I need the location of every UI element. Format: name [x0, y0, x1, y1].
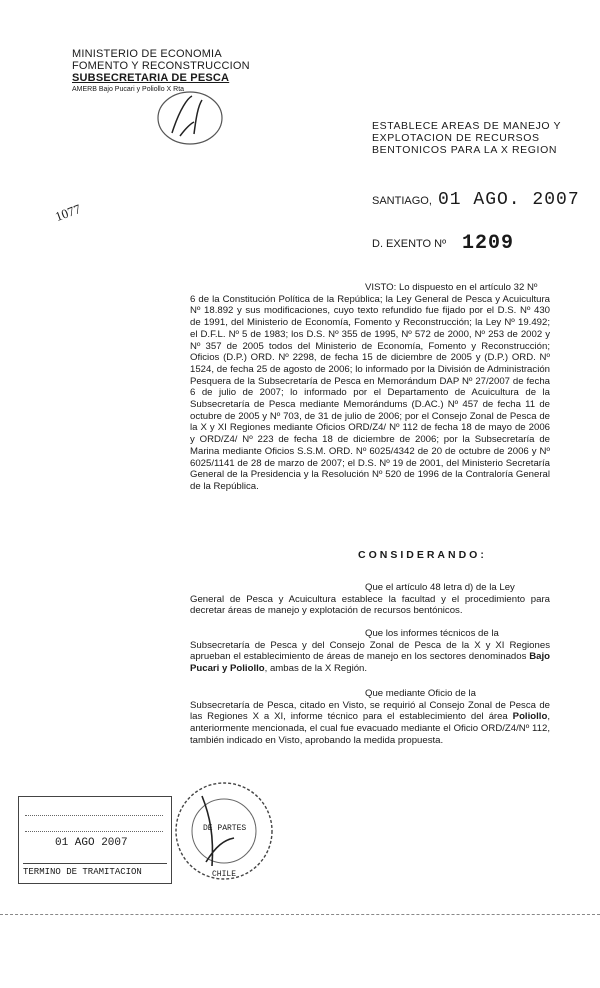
stamp-line-1: [25, 803, 163, 816]
margin-handwritten-mark: 1077: [53, 201, 83, 225]
visto-section: [190, 282, 550, 493]
visto-lead: VISTO: Lo dispuesto en el artículo 32 Nº: [365, 282, 538, 293]
considerando-heading: CONSIDERANDO:: [358, 549, 487, 561]
ministry-seal-icon: [150, 88, 230, 148]
p1-body: General de Pesca y Acuicultura establece la facultad y el procedimiento para decretar áreas de manejo y explotación de recursos bentónicos.: [190, 593, 550, 617]
ministry-line-1: MINISTERIO DE ECONOMIA: [72, 48, 222, 60]
p2-body-b: , ambas de la X Región.: [264, 663, 368, 675]
subsecretaria-label: SUBSECRETARIA DE PESCA: [72, 72, 230, 84]
decree-number: 1209: [462, 232, 515, 255]
amerb-note: AMERB Bajo Pucari y Poliollo X Rta: [72, 86, 185, 93]
subject-line-3: BENTONICOS PARA LA X REGION: [372, 144, 558, 156]
visto-body: 6 de la Constitución Política de la República; la Ley General de Pesca y Acuicultura Nº 18.892 y sus modificaciones, cuyo texto refundido fue fijado por el D.S. Nº 430 de 1991, del Ministerio de Economía, Fomento y Reconstrucción; la Ley Nº 19.492; el D.F.L. Nº 5 de 1983; los D.S. Nº 355 de 1995, Nº 572 de 2000, Nº 253 de 2002 y Nº 357 de 2005 todos del Ministerio de Economía, Fomento y Reconstrucción; Oficios (D.P.) ORD. Nº 2298, de fecha 15 de diciembre de 2005 y (D.P.) ORD. Nº 1524, de fecha 25 de agosto de 2006; lo informado por la División de Administración Pesquera de la Subsecretaría de Pesca en Memorándum DAP Nº 27/2007 de fecha 6 de julio de 2007; lo informado por el Departamento de Acuicultura de la Subsecretaría de Pesca mediante Memorándums (D.AC.) Nº 457 de fecha 11 de octubre de 2005 y Nº 703, de 31 de julio de 2006; por el Consejo Zonal de Pesca de la X y XI Regiones mediante Oficios ORD/Z4/ Nº 112 de fecha 18 de mayo de 2006 y ORD/Z4/ Nº 223 de fecha 18 de diciembre de 2006; por la Subsecretaría de Marina mediante Oficios S.S.M. ORD. Nº 6025/4342 de 20 de octubre de 2006 y Nº 6025/1141 de 28 de marzo de 2007; el D.S. Nº 19 de 2001, del Ministerio Secretaría General de la Presidencia y la Resolución Nº 520 de 1996 de la Contraloría General de la República.: [190, 293, 550, 492]
p1-lead: Que el artículo 48 letra d) de la Ley: [365, 582, 515, 593]
considerando-paragraph-3: [190, 688, 550, 747]
decree-subject: [372, 120, 572, 156]
scan-edge-line: [0, 914, 600, 915]
p3-bold-area: Poliollo: [512, 711, 548, 723]
p3-body-a: Subsecretaría de Pesca, citado en Visto, se requirió al Consejo Zonal de Pesca de las Regiones X a XI, informe técnico para el establecimiento del área: [190, 699, 550, 723]
ministry-line-2: FOMENTO Y RECONSTRUCCION: [72, 60, 250, 72]
subject-line-1: ESTABLECE AREAS DE MANEJO Y: [372, 120, 562, 132]
p2-lead: Que los informes técnicos de la: [365, 628, 499, 639]
p2-bold-sectors: Bajo Pucari y Poliollo: [190, 651, 550, 675]
p3-lead: Que mediante Oficio de la: [365, 688, 476, 699]
decree-place: SANTIAGO,: [372, 195, 432, 207]
seal-bottom-text: CHILE: [212, 870, 237, 879]
considerando-paragraph-1: [190, 582, 550, 617]
p3-body: [190, 700, 550, 747]
considerando-paragraph-2: [190, 628, 550, 675]
stamp-footer: TERMINO DE TRAMITACION: [23, 863, 167, 877]
decree-date: 01 AGO. 2007: [438, 190, 580, 210]
tramitacion-stamp: [18, 796, 172, 884]
p2-body: [190, 640, 550, 675]
seal-text: DE PARTES: [203, 824, 247, 833]
stamp-date: 01 AGO 2007: [55, 837, 128, 849]
stamp-line-2: [25, 819, 163, 832]
p3-body-b: , anteriormente mencionada, el cual fue evacuado mediante el Oficio ORD/Z4/Nº 112, también indicado en Visto, aprobando la medida propuesta.: [190, 711, 550, 746]
subject-line-2: EXPLOTACION DE RECURSOS: [372, 132, 540, 144]
decree-number-label: D. EXENTO Nº: [372, 238, 447, 250]
p2-body-a: Subsecretaría de Pesca y del Consejo Zonal de Pesca de la X y XI Regiones aprueban el establecimiento de áreas de manejo en los sectores denominados: [190, 639, 550, 663]
